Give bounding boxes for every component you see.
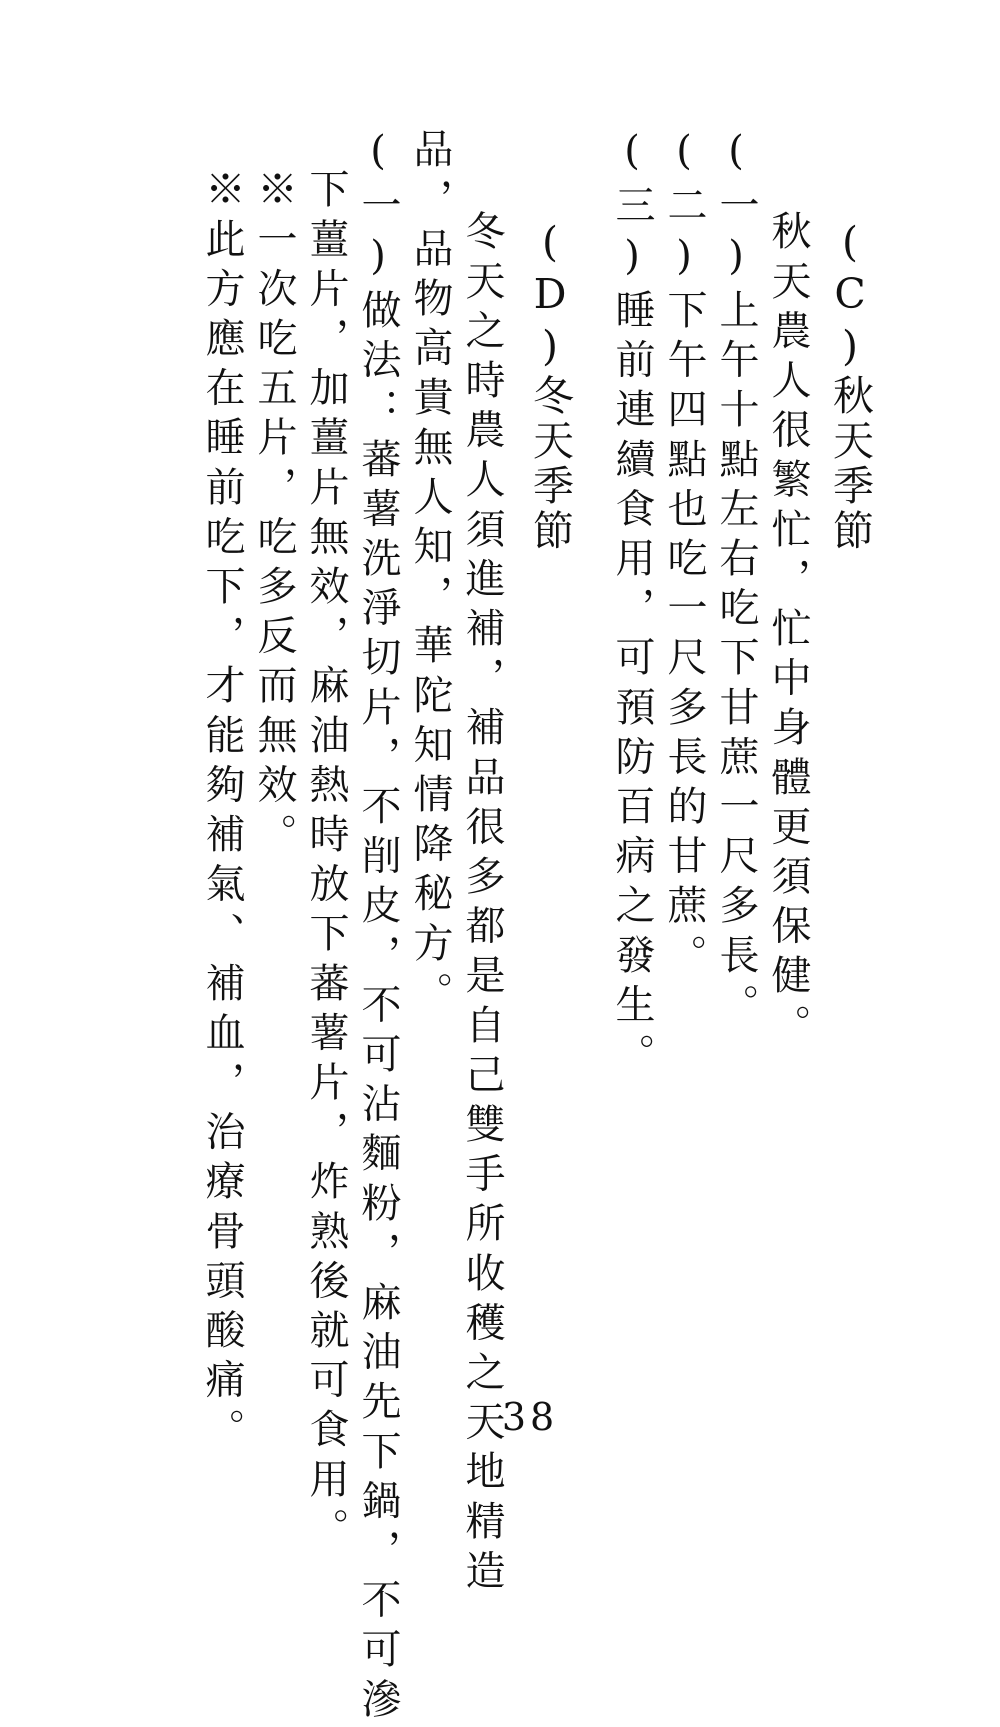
section-d-note-1: ※一次吃五片，吃多反而無效。	[251, 168, 297, 863]
section-c-item-3: (三)睡前連續食用，可預防百病之發生。	[609, 128, 655, 1083]
section-c-item-1: (一)上午十點左右吃下甘蔗一尺多長。	[713, 128, 759, 1033]
section-d-note-2: ※此方應在睡前吃下，才能夠補氣、補血，治療骨頭酸痛。	[199, 168, 245, 1458]
section-c-heading: (C)秋天季節	[826, 218, 874, 554]
section-c-item-2: (二)下午四點也吃一尺多長的甘蔗。	[661, 128, 707, 984]
section-d-paragraph-line-1: 冬天之時農人須進補，補品很多都是自己雙手所收穫之天地精造	[459, 210, 505, 1599]
section-c-paragraph: 秋天農人很繁忙，忙中身體更須保健。	[765, 210, 811, 1054]
page-number: 38	[501, 1395, 559, 1439]
section-d-heading: (D)冬天季節	[526, 218, 574, 554]
section-d-paragraph-line-2: 品，品物高貴無人知，華陀知情降秘方。	[407, 128, 453, 1021]
section-d-method-line-2: 下薑片，加薑片無效，麻油熱時放下蕃薯片，炸熟後就可食用。	[303, 168, 349, 1557]
section-d-method-line-1: (一)做法：蕃薯洗淨切片，不削皮，不可沾麵粉，麻油先下鍋，不可滲	[355, 128, 401, 1727]
